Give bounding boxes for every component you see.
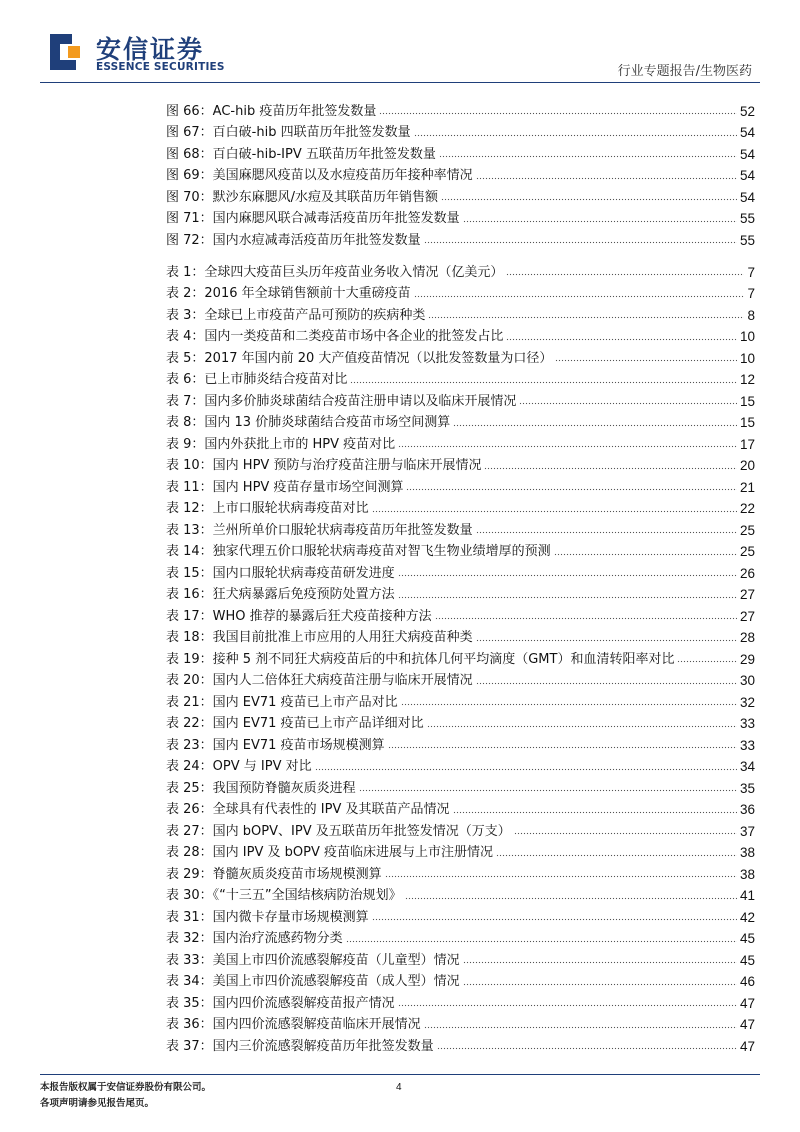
toc-entry-page: 55 bbox=[739, 232, 755, 248]
toc-entry-page: 52 bbox=[739, 103, 755, 119]
dot-leader bbox=[496, 853, 737, 857]
dot-leader bbox=[414, 133, 737, 137]
dot-leader bbox=[398, 574, 737, 578]
toc-entry-label: 图 69：美国麻腮风疫苗以及水痘疫苗历年接种率情况 bbox=[166, 168, 473, 183]
dot-leader bbox=[441, 198, 737, 202]
toc-entry-page: 55 bbox=[739, 211, 755, 226]
toc-entry[interactable] bbox=[166, 732, 755, 754]
toc-entry-page: 45 bbox=[739, 952, 755, 968]
dot-leader bbox=[555, 359, 737, 363]
toc-entry-label: 表 14：独家代理五价口服轮状病毒疫苗对智飞生物业绩增厚的预测 bbox=[166, 544, 551, 559]
toc-entry[interactable] bbox=[166, 1012, 755, 1034]
toc-entry[interactable] bbox=[166, 120, 755, 142]
toc-entry-page: 34 bbox=[739, 759, 755, 774]
toc-entry-page: 35 bbox=[739, 780, 755, 796]
dot-leader bbox=[379, 112, 737, 116]
essence-logo-icon bbox=[48, 30, 82, 70]
report-type: 行业专题报告/生物医药 bbox=[617, 64, 752, 79]
toc-entry-page: 21 bbox=[739, 479, 755, 495]
toc-entry[interactable] bbox=[166, 711, 755, 733]
dot-leader bbox=[506, 273, 744, 277]
toc-entry-page: 15 bbox=[739, 393, 755, 409]
dot-leader bbox=[437, 1047, 737, 1051]
dot-leader bbox=[476, 638, 737, 642]
toc-entry-page: 54 bbox=[739, 146, 755, 162]
brand-name-en: ESSENCE SECURITIES bbox=[96, 61, 225, 73]
toc-entry[interactable] bbox=[166, 453, 755, 475]
toc-entry[interactable] bbox=[166, 227, 755, 249]
toc-entry[interactable] bbox=[166, 281, 755, 303]
toc-entry[interactable] bbox=[166, 603, 755, 625]
toc-entry[interactable] bbox=[166, 926, 755, 948]
toc-entry-label: 表 31：国内微卡存量市场规模测算 bbox=[166, 909, 369, 925]
dot-leader bbox=[359, 789, 737, 793]
section-gap bbox=[166, 249, 755, 260]
toc-entry-label: 表 7：国内多价肺炎球菌结合疫苗注册申请以及临床开展情况 bbox=[166, 393, 517, 409]
table-list bbox=[166, 259, 755, 1055]
header-divider bbox=[40, 82, 760, 83]
dot-leader bbox=[350, 380, 737, 384]
toc-entry-page: 37 bbox=[739, 823, 755, 839]
toc-entry-page: 30 bbox=[739, 673, 755, 688]
toc-entry-label: 表 28：国内 IPV 及 bOPV 疫苗临床进展与上市注册情况 bbox=[166, 845, 493, 860]
toc-entry-page: 54 bbox=[739, 125, 755, 140]
toc-entry-label: 表 23：国内 EV71 疫苗市场规模测算 bbox=[166, 737, 385, 753]
dot-leader bbox=[463, 961, 737, 965]
toc-entry[interactable] bbox=[166, 625, 755, 647]
toc-entry-label: 表 20：国内人二倍体狂犬病疫苗注册与临床开展情况 bbox=[166, 673, 473, 688]
toc-entry-page: 38 bbox=[739, 866, 755, 882]
toc-entry[interactable] bbox=[166, 345, 755, 367]
toc-entry-label: 图 66：AC-hib 疫苗历年批签发数量 bbox=[166, 103, 377, 119]
dot-leader bbox=[506, 337, 737, 341]
dot-leader bbox=[385, 875, 737, 879]
toc-entry-label: 表 11：国内 HPV 疫苗存量市场空间测算 bbox=[166, 479, 404, 495]
dot-leader bbox=[476, 176, 737, 180]
toc-entry-page: 12 bbox=[739, 372, 755, 387]
toc-entry-label: 表 25：我国预防脊髓灰质炎进程 bbox=[166, 780, 356, 796]
toc-entry-label: 表 26：全球具有代表性的 IPV 及其联苗产品情况 bbox=[166, 802, 450, 817]
toc-entry[interactable] bbox=[166, 410, 755, 432]
toc-entry[interactable] bbox=[166, 184, 755, 206]
toc-entry-page: 32 bbox=[739, 694, 755, 710]
dot-leader bbox=[514, 832, 737, 836]
toc-entry-page: 54 bbox=[739, 168, 755, 183]
dot-leader bbox=[453, 810, 737, 814]
toc-entry-label: 图 72：国内水痘减毒活疫苗历年批签发数量 bbox=[166, 232, 421, 248]
dot-leader bbox=[398, 445, 737, 449]
toc-entry-label: 表 36：国内四价流感裂解疫苗临床开展情况 bbox=[166, 1017, 421, 1032]
toc-entry[interactable] bbox=[166, 141, 755, 163]
dot-leader bbox=[424, 1025, 737, 1029]
toc-entry-label: 表 37：国内三价流感裂解疫苗历年批签发数量 bbox=[166, 1038, 434, 1054]
toc-entry-page: 29 bbox=[739, 651, 755, 667]
toc-entry-page: 47 bbox=[739, 1038, 755, 1054]
toc-entry-label: 表 24：OPV 与 IPV 对比 bbox=[166, 759, 312, 774]
toc-entry[interactable] bbox=[166, 990, 755, 1012]
toc-entry-label: 图 70：默沙东麻腮风/水痘及其联苗历年销售额 bbox=[166, 189, 439, 205]
toc-entry-label: 表 29：脊髓灰质炎疫苗市场规模测算 bbox=[166, 866, 382, 882]
toc-entry-page: 25 bbox=[739, 522, 755, 538]
toc-entry-page: 36 bbox=[739, 802, 755, 817]
toc-entry-label: 表 13：兰州所单价口服轮状病毒疫苗历年批签发数量 bbox=[166, 522, 473, 538]
toc-entry[interactable] bbox=[166, 646, 755, 668]
dot-leader bbox=[554, 552, 737, 556]
dot-leader bbox=[463, 982, 737, 986]
toc-entry[interactable] bbox=[166, 818, 755, 840]
toc-entry-label: 表 16：狂犬病暴露后免疫预防处置方法 bbox=[166, 587, 395, 602]
dot-leader bbox=[476, 681, 737, 685]
dot-leader bbox=[372, 918, 737, 922]
dot-leader bbox=[398, 595, 737, 599]
toc-entry-label: 表 17：WHO 推荐的暴露后狂犬疫苗接种方法 bbox=[166, 608, 432, 624]
footer-notice bbox=[40, 1080, 211, 1112]
toc-entry[interactable] bbox=[166, 668, 755, 690]
copyright-notice: 本报告版权属于安信证券股份有限公司。 bbox=[40, 1082, 212, 1093]
figure-list bbox=[166, 98, 755, 249]
toc-entry[interactable] bbox=[166, 754, 755, 776]
toc-entry[interactable] bbox=[166, 1033, 755, 1055]
footer-divider bbox=[40, 1074, 760, 1075]
dot-leader bbox=[476, 531, 737, 535]
toc-entry[interactable] bbox=[166, 861, 755, 883]
toc-entry-page: 41 bbox=[739, 888, 755, 903]
toc-entry-page: 25 bbox=[739, 544, 755, 559]
table-of-contents bbox=[166, 98, 755, 1055]
toc-entry-page: 8 bbox=[747, 307, 755, 323]
dot-leader bbox=[484, 466, 737, 470]
toc-entry-page: 26 bbox=[739, 565, 755, 581]
toc-entry-label: 表 15：国内口服轮状病毒疫苗研发进度 bbox=[166, 565, 395, 581]
toc-entry[interactable] bbox=[166, 517, 755, 539]
toc-entry[interactable] bbox=[166, 431, 755, 453]
toc-entry-label: 表 5：2017 年国内前 20 大产值疫苗情况（以批发签数量为口径） bbox=[166, 350, 553, 366]
toc-entry[interactable] bbox=[166, 797, 755, 819]
toc-entry-label: 表 9：国内外获批上市的 HPV 疫苗对比 bbox=[166, 436, 396, 452]
toc-entry-page: 42 bbox=[739, 909, 755, 925]
dot-leader bbox=[519, 402, 737, 406]
toc-entry-page: 22 bbox=[739, 501, 755, 516]
toc-entry-label: 表 27：国内 bOPV、IPV 及五联苗历年批签发情况（万支） bbox=[166, 823, 511, 839]
dot-leader bbox=[406, 488, 737, 492]
toc-entry-page: 33 bbox=[739, 737, 755, 753]
toc-entry-label: 表 30：《“十三五”全国结核病防治规划》 bbox=[166, 888, 402, 903]
toc-entry-page: 46 bbox=[739, 974, 755, 989]
dot-leader bbox=[435, 617, 737, 621]
dot-leader bbox=[315, 767, 737, 771]
toc-entry[interactable] bbox=[166, 904, 755, 926]
dot-leader bbox=[428, 316, 744, 320]
toc-entry-page: 28 bbox=[739, 630, 755, 645]
dot-leader bbox=[405, 896, 737, 900]
dot-leader bbox=[346, 939, 737, 943]
toc-entry[interactable] bbox=[166, 367, 755, 389]
page-header bbox=[0, 0, 800, 82]
dot-leader bbox=[414, 294, 745, 298]
toc-entry[interactable] bbox=[166, 163, 755, 185]
toc-entry-page: 27 bbox=[739, 608, 755, 624]
dot-leader bbox=[463, 219, 737, 223]
toc-entry-page: 10 bbox=[739, 329, 755, 344]
toc-entry-label: 表 10：国内 HPV 预防与治疗疫苗注册与临床开展情况 bbox=[166, 458, 482, 473]
toc-entry-page: 54 bbox=[739, 189, 755, 205]
toc-entry-label: 图 71：国内麻腮风联合减毒活疫苗历年批签发数量 bbox=[166, 211, 460, 226]
brand-name-cn: 安信证券 bbox=[96, 35, 205, 64]
toc-entry-label: 表 19：接种 5 剂不同狂犬病疫苗后的中和抗体几何平均滴度（GMT）和血清转阳率对比 bbox=[166, 651, 675, 667]
toc-entry[interactable] bbox=[166, 496, 755, 518]
toc-entry[interactable] bbox=[166, 969, 755, 991]
toc-entry-page: 47 bbox=[739, 995, 755, 1011]
toc-entry[interactable] bbox=[166, 689, 755, 711]
toc-entry[interactable] bbox=[166, 775, 755, 797]
toc-entry-label: 表 22：国内 EV71 疫苗已上市产品详细对比 bbox=[166, 716, 424, 731]
toc-entry-page: 45 bbox=[739, 931, 755, 946]
toc-entry-page: 38 bbox=[739, 845, 755, 860]
toc-entry-page: 7 bbox=[747, 264, 755, 280]
toc-entry-page: 10 bbox=[739, 350, 755, 366]
toc-entry[interactable] bbox=[166, 474, 755, 496]
toc-entry-page: 27 bbox=[739, 587, 755, 602]
dot-leader bbox=[453, 423, 737, 427]
page-number: 4 bbox=[396, 1082, 402, 1093]
toc-entry[interactable] bbox=[166, 206, 755, 228]
toc-entry-label: 表 8：国内 13 价肺炎球菌结合疫苗市场空间测算 bbox=[166, 415, 451, 430]
toc-entry-label: 表 21：国内 EV71 疫苗已上市产品对比 bbox=[166, 694, 398, 710]
toc-entry[interactable] bbox=[166, 947, 755, 969]
toc-entry[interactable] bbox=[166, 582, 755, 604]
toc-entry[interactable] bbox=[166, 98, 755, 120]
toc-entry[interactable] bbox=[166, 324, 755, 346]
toc-entry-label: 表 33：美国上市四价流感裂解疫苗（儿童型）情况 bbox=[166, 952, 460, 968]
toc-entry-label: 表 12：上市口服轮状病毒疫苗对比 bbox=[166, 501, 369, 516]
dot-leader bbox=[401, 703, 737, 707]
toc-entry[interactable] bbox=[166, 259, 755, 281]
dot-leader bbox=[677, 660, 737, 664]
toc-entry-label: 表 4：国内一类疫苗和二类疫苗市场中各企业的批签发占比 bbox=[166, 329, 504, 344]
dot-leader bbox=[388, 746, 737, 750]
disclaimer-notice: 各项声明请参见报告尾页。 bbox=[40, 1098, 155, 1109]
toc-entry-label: 表 32：国内治疗流感药物分类 bbox=[166, 931, 343, 946]
dot-leader bbox=[424, 241, 737, 245]
dot-leader bbox=[427, 724, 737, 728]
toc-entry[interactable] bbox=[166, 840, 755, 862]
toc-entry-label: 表 1：全球四大疫苗巨头历年疫苗业务收入情况（亿美元） bbox=[166, 264, 504, 280]
toc-entry-label: 表 34：美国上市四价流感裂解疫苗（成人型）情况 bbox=[166, 974, 460, 989]
toc-entry-label: 图 67：百白破-hib 四联苗历年批签发数量 bbox=[166, 125, 411, 140]
toc-entry-label: 表 35：国内四价流感裂解疫苗报产情况 bbox=[166, 995, 395, 1011]
dot-leader bbox=[439, 155, 737, 159]
toc-entry-page: 17 bbox=[739, 436, 755, 452]
toc-entry-page: 7 bbox=[747, 286, 755, 301]
toc-entry-page: 47 bbox=[739, 1017, 755, 1032]
toc-entry-page: 33 bbox=[739, 716, 755, 731]
toc-entry[interactable] bbox=[166, 388, 755, 410]
toc-entry[interactable] bbox=[166, 302, 755, 324]
toc-entry-page: 15 bbox=[739, 415, 755, 430]
toc-entry-label: 表 6：已上市肺炎结合疫苗对比 bbox=[166, 372, 348, 387]
toc-entry-label: 图 68：百白破-hib-IPV 五联苗历年批签发数量 bbox=[166, 146, 436, 162]
toc-entry[interactable] bbox=[166, 560, 755, 582]
toc-entry-label: 表 18：我国目前批准上市应用的人用狂犬病疫苗种类 bbox=[166, 630, 473, 645]
toc-entry-page: 20 bbox=[739, 458, 755, 473]
toc-entry[interactable] bbox=[166, 883, 755, 905]
toc-entry[interactable] bbox=[166, 539, 755, 561]
toc-entry-label: 表 2：2016 年全球销售额前十大重磅疫苗 bbox=[166, 286, 411, 301]
dot-leader bbox=[372, 509, 737, 513]
dot-leader bbox=[398, 1004, 737, 1008]
toc-entry-label: 表 3：全球已上市疫苗产品可预防的疾病种类 bbox=[166, 307, 426, 323]
